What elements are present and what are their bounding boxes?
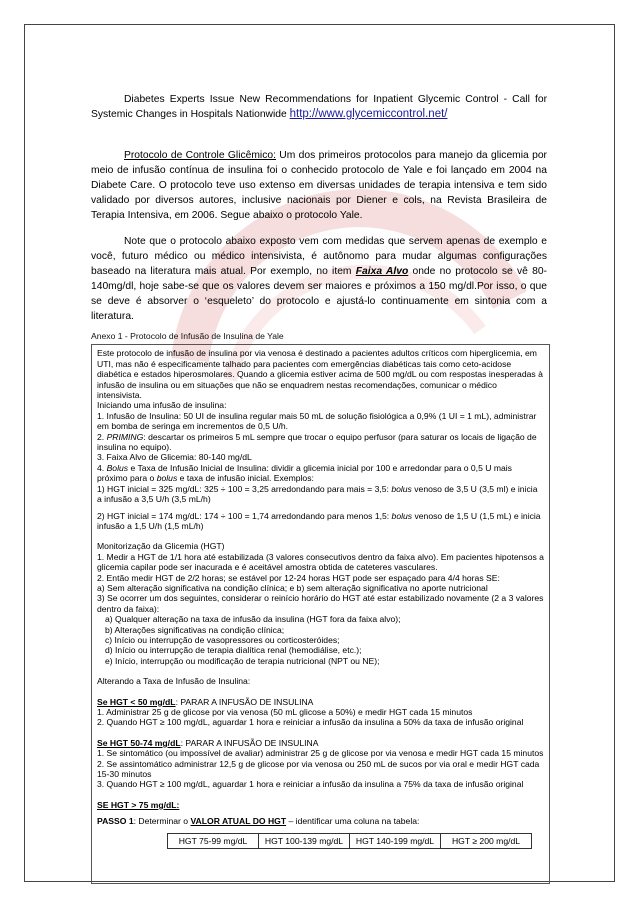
example-1: 1) HGT inicial = 325 mg/dL: 325 ÷ 100 = 3,25 arredondando para mais = 3,5: bolus venoso de 3,5 U (3,5 ml) e inicia a infusão a 3,5 U/h (3,5 mL/h) [97, 483, 538, 505]
hgt-below-50-step-1: 1. Administrar 25 g de glicose por via venosa (50 mL glicose a 50%) e medir HGT cada 15 minutos [97, 707, 473, 717]
monitoring-1: 1. Medir a HGT de 1/1 hora até estabilizada (3 valores consecutivos dentro da faixa alvo). Em pacientes hipotensos a glicemia capilar pode ser inacurada e é aceitável amostra obtida de cateteres vasculares. [97, 551, 544, 573]
monitoring-3b: b) Alterações significativas na condição clínica; [105, 624, 285, 635]
monitoring-3a: a) Qualquer alteração na taxa de infusão da insulina (HGT fora da faixa alvo); [105, 614, 401, 625]
annex-title: Anexo 1 - Protocolo de Infusão de Insulina de Yale [91, 331, 284, 341]
hgt-50-74-step-2: 2. Se assintomático administrar 12,5 g de glicose por via venosa ou 250 mL de sucos por via oral e medir HGT cada 15-30 minutos [97, 758, 540, 780]
monitoring-3: 3) Se ocorrer um dos seguintes, considerar o reinício horário do HGT até estar estabilizado novamente (2 a 3 valores dentro da faixa): [97, 593, 544, 614]
intro-paragraph-2 [91, 148, 547, 223]
start-title: Iniciando uma infusão de insulina: [97, 400, 227, 411]
monitoring-2: 2. Então medir HGT de 2/2 horas; se estável por 12-24 horas HGT pode ser espaçado para 4/4 horas SE: [97, 572, 500, 583]
intro-paragraph-1 [91, 92, 547, 122]
hgt-range-cell: HGT ≥ 200 mg/dL [441, 833, 532, 848]
intro-headline: Diabetes Experts Issue New Recommendations for Inpatient Glycemic Control - Call for Systemic Changes in Hospitals Nationwide [91, 94, 547, 120]
hgt-50-74-step-1: 1. Se sintomático (ou impossível de avaliar) administrar 25 g de glicose por via venosa e medir HGT cada 15 minutos [97, 748, 544, 759]
hgt-50-74-heading: Se HGT 50-74 mg/dL: PARAR A INFUSÃO DE INSULINA [97, 737, 319, 748]
note-text-end: onde no protocolo se vê 80-140mg/dl, hoje sabe-se que os valores devem ser maiores e próximos a 150 mg/dl.Por isso, o que se deve é absorver o ‘esqueleto’ do protocolo e ajustá-lo continuamente em sintonia com a literatura. [91, 266, 547, 322]
target-range-term: Faixa Alvo [355, 266, 409, 277]
annex-intro: Este protocolo de infusão de insulina por via venosa é destinado a pacientes adultos críticos com hiperglicemia, em UTI, mas não é especificamente talhado para pacientes com emergências diabéticas tais como ceto-acidose diabética e estados hiperosmolares. Quando a glicemia estiver acima de 500 mg/dL ou com respostas inesperadas à infusão de insulina ou em situações que não se enquadrem nestas recomendações, comunicar o médico intensivista. [97, 348, 543, 401]
step-1-instruction: PASSO 1: Determinar o VALOR ATUAL DO HGT – identificar uma coluna na tabela: [97, 816, 420, 827]
altering-title: Alterando a Taxa de Infusão de Insulina: [97, 676, 251, 687]
example-2: 2) HGT inicial = 174 mg/dL: 174 ÷ 100 = 1,74 arredondando para menos 1,5: bolus venoso de 1,5 U (1,5 mL) e inicia infusão a 1,5 U/h (1,5 mL/h) [97, 510, 541, 531]
glycemic-control-link[interactable]: http://www.glycemiccontrol.net/ [289, 108, 448, 120]
protocol-description: Um dos primeiros protocolos para manejo da glicemia por meio de infusão contínua de insulina foi o conhecido protocolo de Yale e foi lançado em 2004 na Diabete Care. O protocolo teve uso extenso em diversas unidades de terapia intensiva e tem sido validado por diversos autores, inclusive nacionais por Diener e cols, na Revista Brasileira de Terapia Intensiva, em 2006. Segue abaixo o protocolo Yale. [91, 150, 547, 221]
monitoring-3e: e) Início, interrupção ou modificação de terapia nutricional (NPT ou NE); [105, 655, 380, 666]
hgt-range-table [167, 833, 532, 849]
monitoring-3d: d) Início ou interrupção de terapia dialítica renal (hemodiálise, etc.); [105, 645, 362, 656]
step-3: 3. Faixa Alvo de Glicemia: 80-140 mg/dL [97, 452, 252, 463]
hgt-below-50-heading: Se HGT < 50 mg/dL: PARAR A INFUSÃO DE INSULINA [97, 696, 314, 707]
step-2: 2. PRIMING: descartar os primeiros 5 mL sempre que trocar o equipo perfusor (para saturar os locais de ligação de insulina no equipo). [97, 431, 537, 453]
monitoring-3c: c) Início ou interrupção de vasopressores ou corticosteróides; [105, 634, 340, 645]
step-1: 1. Infusão de Insulina: 50 UI de insulina regular mais 50 mL de solução fisiológica a 0,9% (1 UI = 1 mL), administrar em bomba de seringa em incrementos de 0,5 U/h. [97, 410, 537, 432]
hgt-below-50-step-2: 2. Quando HGT ≥ 100 mg/dL, aguardar 1 hora e reiniciar a infusão da insulina a 50% da taxa de infusão original [97, 717, 524, 728]
hgt-range-cell: HGT 140-199 mg/dL [350, 833, 441, 848]
monitoring-2a: a) Sem alteração significativa na condição clínica; e b) sem alteração significativa no aporte nutricional [97, 582, 488, 593]
annex-box [91, 344, 550, 884]
monitoring-title: Monitorização da Glicemia (HGT) [97, 541, 225, 552]
intro-paragraph-3 [91, 234, 547, 324]
annex-protocol [91, 331, 550, 884]
hgt-above-75-heading: SE HGT > 75 mg/dL: [97, 799, 180, 810]
note-text: Note que o protocolo abaixo exposto vem com medidas que servem apenas de exemplo e você, futuro médico ou médico intensivista, é autônomo para mudar algumas configurações baseado na literatura mais atual. Por exemplo, no item [91, 236, 547, 277]
hgt-50-74-step-3: 3. Quando HGT ≥ 100 mg/dL, aguardar 1 hora e reiniciar a infusão da insulina a 75% da taxa de infusão original [97, 779, 524, 790]
hgt-range-cell: HGT 75-99 mg/dL [168, 833, 259, 848]
hgt-range-cell: HGT 100-139 mg/dL [259, 833, 350, 848]
protocol-title: Protocolo de Controle Glicêmico: [124, 150, 276, 161]
step-4: 4. Bolus e Taxa de Infusão Inicial de Insulina: dividir a glicemia inicial por 100 e arredondar para o 0,5 U mais próximo para o bolus e taxa de infusão inicial. Exemplos: [97, 462, 512, 484]
